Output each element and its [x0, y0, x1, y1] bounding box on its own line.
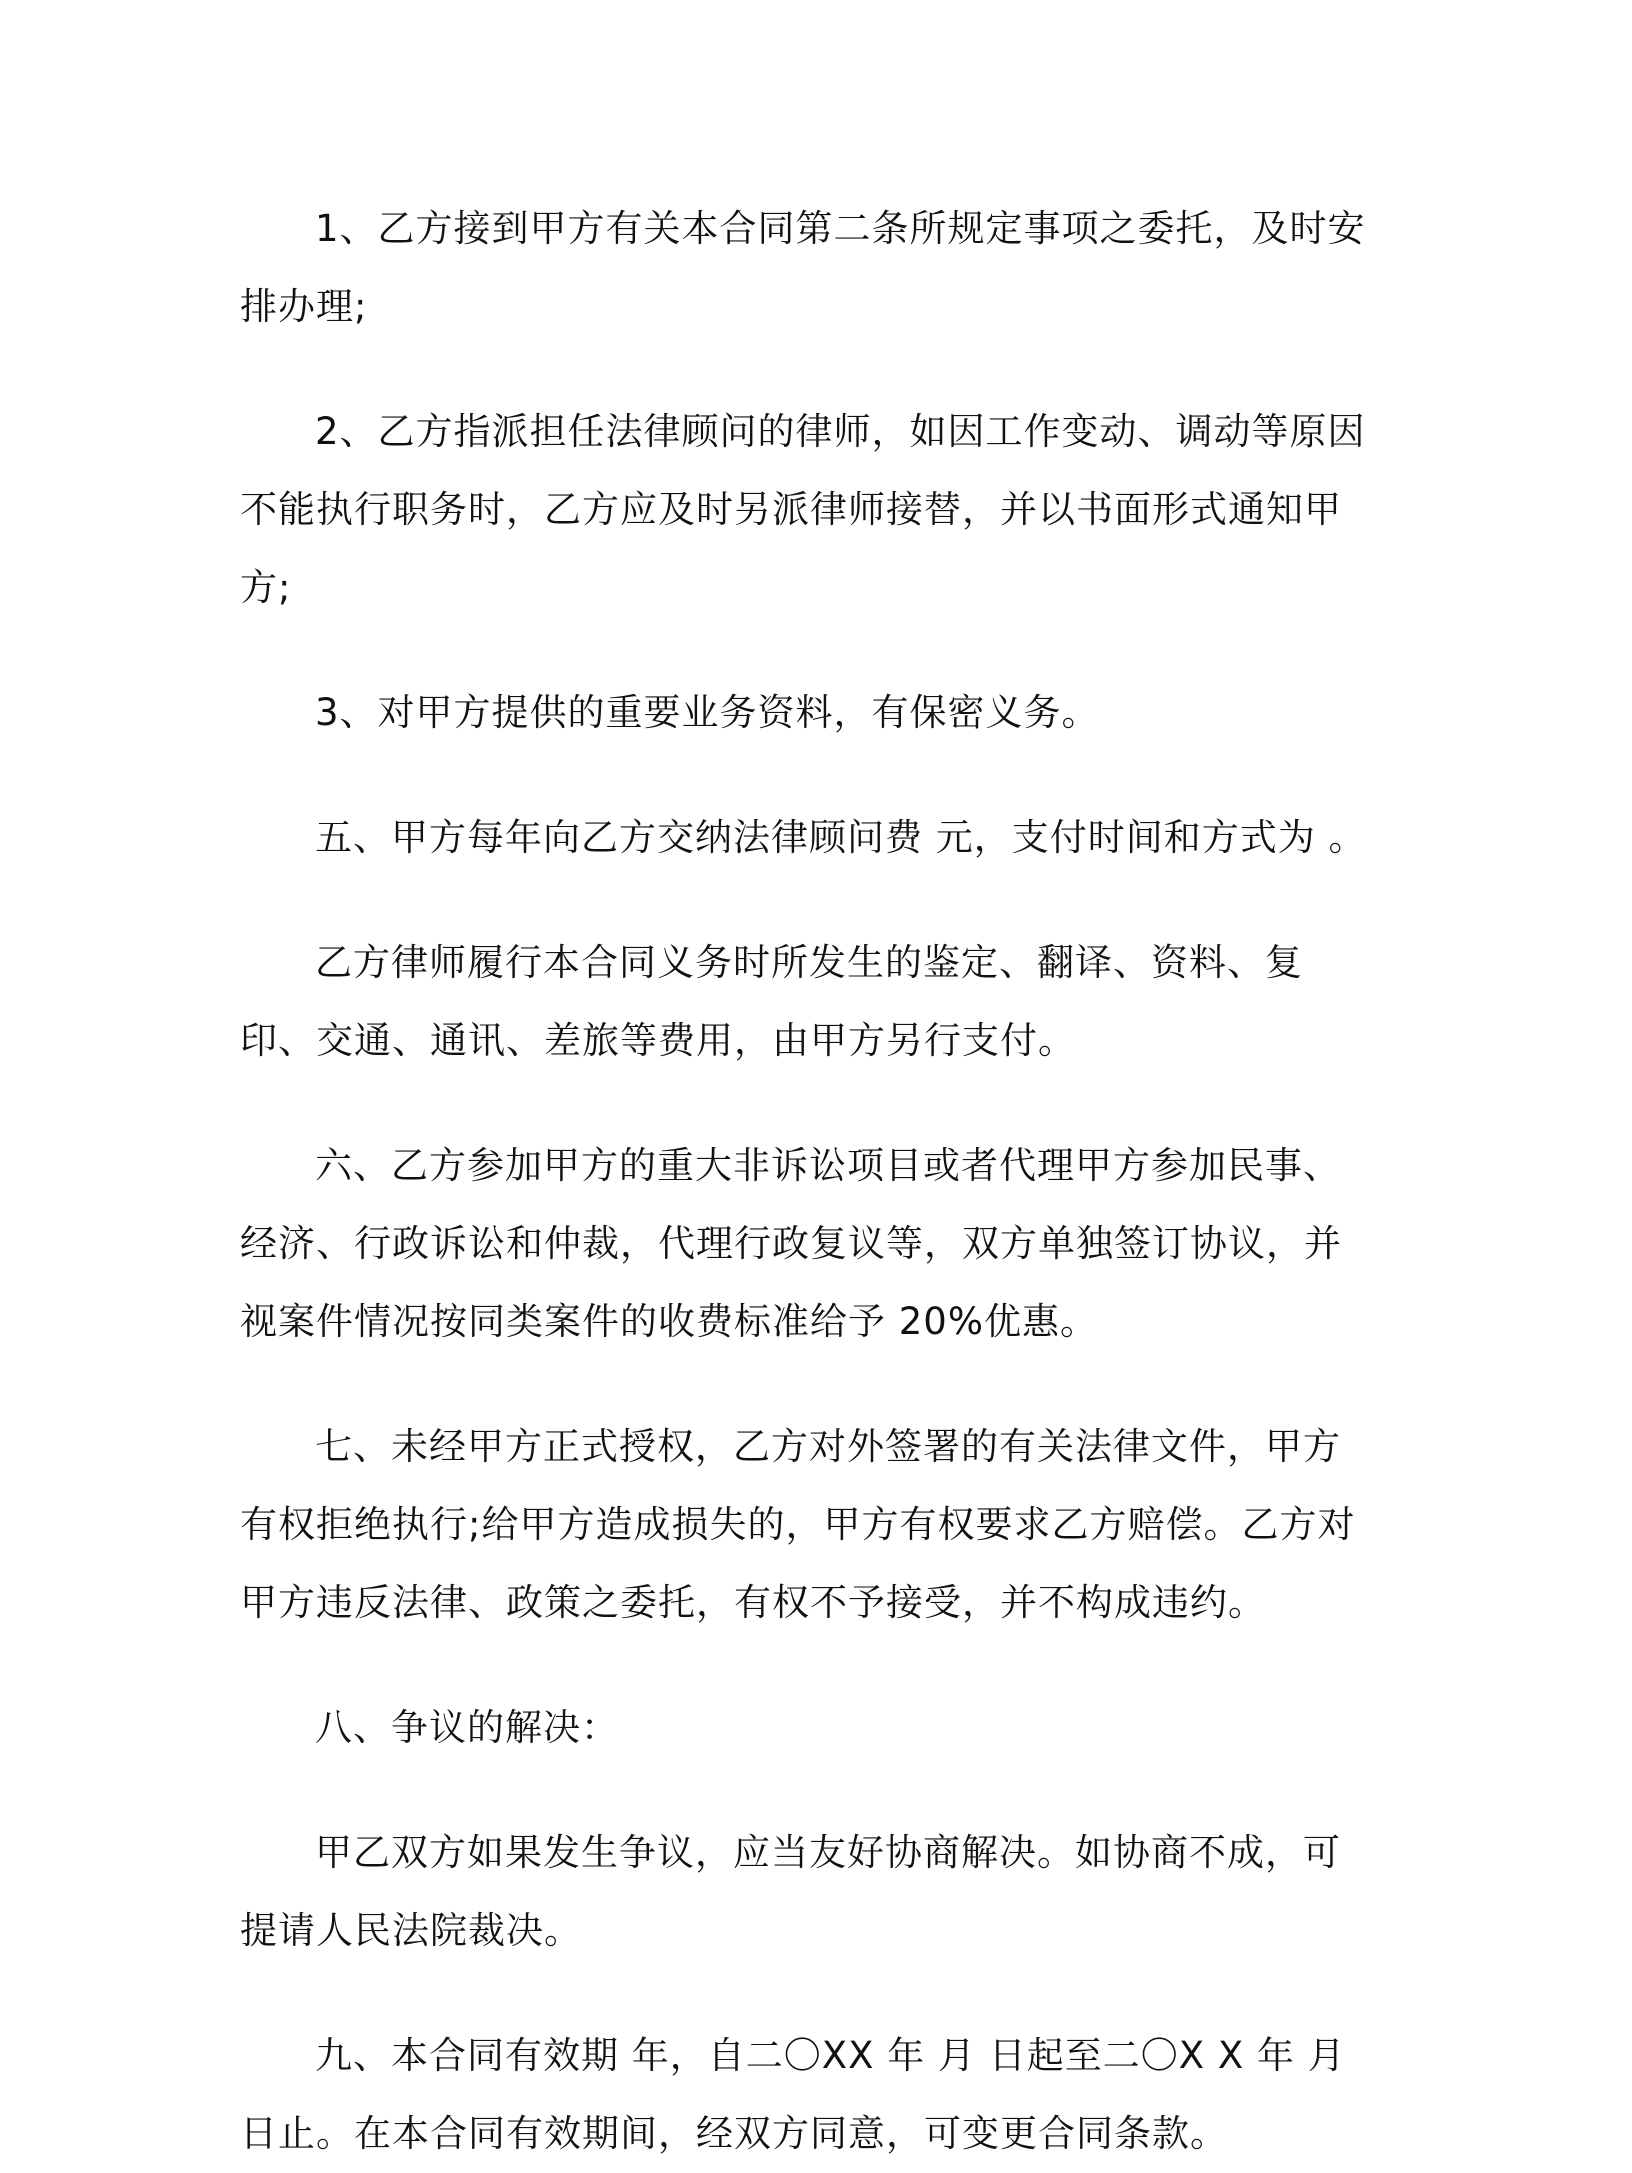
- clause-paragraph-nine: 九、本合同有效期 年，自二〇XX 年 月 日起至二〇X X 年 月 日止。在本合同有效期间，经双方同意，可变更合同条款。: [240, 2034, 1346, 2155]
- clause-paragraph-eight-heading: 八、争议的解决：: [315, 1706, 619, 1749]
- clause-paragraph-1: 1、乙方接到甲方有关本合同第二条所规定事项之委托，及时安排办理;: [240, 207, 1366, 328]
- clause-paragraph-six: 六、乙方参加甲方的重大非诉讼项目或者代理甲方参加民事、经济、行政诉讼和仲裁，代理行政复议等，双方单独签订协议，并视案件情况按同类案件的收费标准给予 20%优惠。: [240, 1144, 1342, 1343]
- clause-paragraph-seven: 七、未经甲方正式授权，乙方对外签署的有关法律文件，甲方有权拒绝执行;给甲方造成损失的，甲方有权要求乙方赔偿。乙方对甲方违反法律、政策之委托，有权不予接受，并不构成违约。: [240, 1425, 1356, 1624]
- clause-paragraph-dispute: 甲乙双方如果发生争议，应当友好协商解决。如协商不成，可提请人民法院裁决。: [240, 1831, 1341, 1952]
- clause-paragraph-3: 3、对甲方提供的重要业务资料，有保密义务。: [315, 691, 1100, 734]
- clause-paragraph-fee: 五、甲方每年向乙方交纳法律顾问费 元，支付时间和方式为 。: [315, 816, 1367, 859]
- clause-paragraph-expenses: 乙方律师履行本合同义务时所发生的鉴定、翻译、资料、复印、交通、通讯、差旅等费用，由甲方另行支付。: [240, 941, 1303, 1062]
- clause-paragraph-2: 2、乙方指派担任法律顾问的律师，如因工作变动、调动等原因不能执行职务时，乙方应及时另派律师接替，并以书面形式通知甲方;: [240, 410, 1366, 609]
